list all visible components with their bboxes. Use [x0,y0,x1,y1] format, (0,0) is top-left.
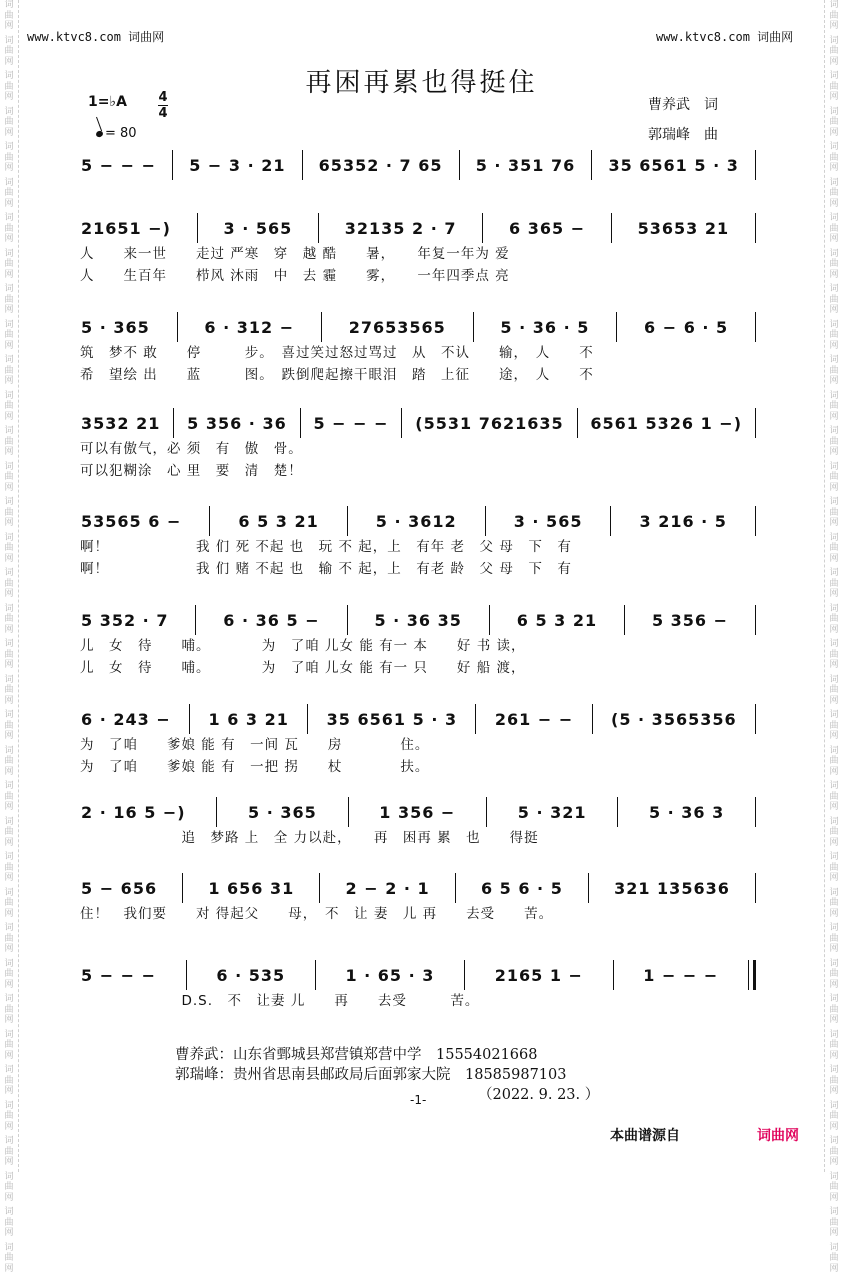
measure: 6 · 312 − [204,317,295,337]
measure: 2 − 2 · 1 [345,878,430,898]
barline [473,312,474,342]
barline [347,605,348,635]
left-watermark-strip: 词 曲 网 词 曲 网 词 曲 网 词 曲 网 词 曲 网 词 曲 网 词 曲 网 词 曲 网 词 曲 网 词 曲 网 词 曲 网 词 曲 网 词 曲 网 词 曲 网 词 曲 网 词 曲 网 词 曲 网 词 曲 网 词 曲 网 词 曲 网 词 曲 网 词 曲 网 词 曲 网 词 曲 网 词 曲 网 词 曲 网 词 曲 网 词 曲 网 词 曲 网 词 曲 网 词 曲 网 词 曲 网 词 曲 网 词 曲 网 词 曲 网 词 曲 网 [0,0,19,1172]
system-2 [80,213,756,287]
measure: 1 6 3 21 [208,709,289,729]
barline [177,312,178,342]
system-10 [80,960,756,1012]
measure: 5 · 36 · 5 [500,317,590,337]
measure: 2 · 16 5 −) [81,802,186,822]
measure: 35 6561 5 · 3 [326,709,458,729]
time-signature [158,90,168,121]
measure: 3 216 · 5 [639,511,727,531]
measure: 65352 · 7 65 [318,155,443,175]
lyric-line-2: 啊！ 我 们 赌 不起 也 输 不 起，上 有老 龄 父 母 下 有 [80,561,572,577]
lyric-line-1: 住！ 我们要 对 得起父 母， 不 让 妻 儿 再 去受 苦。 [80,906,554,922]
barline [486,797,487,827]
barline [300,408,301,438]
measure: 321 135636 [614,878,730,898]
measure: (5531 7621635 [415,413,564,433]
barline [755,312,756,342]
right-watermark-strip: 词 曲 网 词 曲 网 词 曲 网 词 曲 网 词 曲 网 词 曲 网 词 曲 网 词 曲 网 词 曲 网 词 曲 网 词 曲 网 词 曲 网 词 曲 网 词 曲 网 词 曲 网 词 曲 网 词 曲 网 词 曲 网 词 曲 网 词 曲 网 词 曲 网 词 曲 网 词 曲 网 词 曲 网 词 曲 网 词 曲 网 词 曲 网 词 曲 网 词 曲 网 词 曲 网 词 曲 网 词 曲 网 词 曲 网 词 曲 网 词 曲 网 词 曲 网 [824,0,843,1172]
lyric-line-2: 希 望绘 出 蓝 图。 跌倒爬起擦干眼泪 踏 上征 途， 人 不 [80,367,594,383]
barline [475,704,476,734]
system-1 [80,150,756,180]
barline [613,960,614,990]
barline [755,150,756,180]
header-right-url[interactable]: www.ktvc8.com 词曲网 [656,30,794,44]
barline [315,960,316,990]
measure: 32135 2 · 7 [344,218,457,238]
notes-row [80,150,756,180]
system-3 [80,312,756,386]
barline [189,704,190,734]
measure: 5 − 3 · 21 [189,155,286,175]
system-7 [80,704,756,778]
measure: 6 5 3 21 [238,511,319,531]
barline [489,605,490,635]
measure: 5 − − − [313,413,389,433]
key-signature: 1=♭A [88,94,127,110]
measure: 53565 6 − [81,511,182,531]
measure: 5 · 3612 [375,511,457,531]
time-signature-top: 4 [158,90,168,105]
barline [216,797,217,827]
notes-row [80,960,756,990]
barline [186,960,187,990]
measure: 5 · 36 3 [648,802,725,822]
measure: 5 356 − [651,610,729,630]
lyric-line-1: 人 来一世 走过 严寒 穿 越 酷 暑， 年复一年为 爱 [80,246,510,262]
barline [755,506,756,536]
measure: 6 5 6 · 5 [480,878,563,898]
system-5 [80,506,756,580]
lyric-line-1: 为 了咱 爹娘 能 有 一间 瓦 房 住。 [80,737,430,753]
measure: 1 656 31 [208,878,295,898]
notes-row [80,704,756,734]
tempo-marking [96,126,137,141]
barline [755,873,756,903]
lyric-line-2: 人 生百年 栉风 沐雨 中 去 霾 雾， 一年四季点 亮 [80,268,510,284]
measure: 35 6561 5 · 3 [608,155,739,175]
measure: 6 · 36 5 − [223,610,320,630]
barline [610,506,611,536]
source-label: 本曲谱源自 [610,1128,680,1144]
measure: 5 − − − [81,965,157,985]
measure: 5 · 36 35 [374,610,462,630]
barline [173,408,174,438]
barline [459,150,460,180]
barline [617,797,618,827]
notes-row [80,312,756,342]
measure: 1 356 − [379,802,456,822]
lyric-line-1: 儿 女 待 哺。 为 了咱 儿女 能 有一 本 好 书 读， [80,638,526,654]
song-title: 再困再累也得挺住 [305,68,538,98]
notes-row [80,873,756,903]
notes-row [80,408,756,438]
barline [197,213,198,243]
measure: 1 · 65 · 3 [345,965,435,985]
page-number: -1- [410,1093,427,1107]
barline [755,605,756,635]
measure: 3 · 565 [513,511,583,531]
measure: 5 356 · 36 [187,413,287,433]
lyric-line-1: 追 梦路 上 全 力以赴， 再 困再 累 也 得挺 [80,830,539,846]
header-left-url[interactable]: www.ktvc8.com 词曲网 [27,30,165,44]
measure: 5 − 656 [81,878,158,898]
lyric-line-1: 啊！ 我 们 死 不起 也 玩 不 起，上 有年 老 父 母 下 有 [80,539,572,555]
barline [588,873,589,903]
barline [401,408,402,438]
barline [209,506,210,536]
notes-row [80,506,756,536]
lyric-line-2: 儿 女 待 哺。 为 了咱 儿女 能 有一 只 好 船 渡， [80,660,526,676]
measure: 5 · 365 [81,317,150,337]
barline [318,213,319,243]
system-8 [80,797,756,849]
barline [577,408,578,438]
barline [347,506,348,536]
measure: 6561 5326 1 −) [590,413,742,433]
barline [755,213,756,243]
barline [624,605,625,635]
barline [455,873,456,903]
measure: 27653565 [348,317,446,337]
measure: 53653 21 [637,218,730,238]
barline [307,704,308,734]
measure: 5 · 365 [248,802,317,822]
measure: 5 − − − [81,155,157,175]
notes-row [80,213,756,243]
barline [321,312,322,342]
source-logo[interactable]: 词曲网 [757,1128,799,1144]
measure: 3 · 565 [223,218,293,238]
measure: 6 · 243 − [81,709,171,729]
measure: 3532 21 [81,413,161,433]
barline [611,213,612,243]
lyric-line-1: 筑 梦不 敢 停 步。 喜过笑过怒过骂过 从 不认 输， 人 不 [80,345,594,361]
measure: 6 · 535 [216,965,286,985]
measure: 21651 −) [81,218,171,238]
measure: 2165 1 − [494,965,583,985]
measure: 1 − − − [643,965,719,985]
barline [348,797,349,827]
lyric-line-2: 可以犯糊涂 心 里 要 清 楚！ [80,463,303,479]
lyric-line-2: 为 了咱 爹娘 能 有 一把 拐 杖 扶。 [80,759,430,775]
measure: 5 352 · 7 [81,610,169,630]
barline [182,873,183,903]
time-signature-bottom: 4 [158,106,168,121]
barline [755,408,756,438]
footer-lyricist-address: 曹养武：山东省鄄城县郑营镇郑营中学 15554021668 [175,1047,538,1063]
barline [755,704,756,734]
notes-row [80,605,756,635]
measure: 6 − 6 · 5 [644,317,729,337]
lyric-line-1: 可以有傲气，必 须 有 傲 骨。 [80,441,303,457]
system-4 [80,408,756,482]
barline [591,150,592,180]
measure: 261 − − [494,709,574,729]
barline [464,960,465,990]
system-9 [80,873,756,925]
quarter-note-icon [95,130,104,138]
measure: 5 · 351 76 [475,155,576,175]
lyric-line-1: D.S. 不 让妻 儿 再 去受 苦。 [80,993,480,1009]
barline [482,213,483,243]
lyricist-credit: 曹养武 词 [648,97,718,113]
footer-composer-address: 郭瑞峰：贵州省思南县邮政局后面郭家大院 18585987103 [175,1067,567,1083]
barline [748,960,756,990]
barline [302,150,303,180]
measure: 5 · 321 [517,802,587,822]
barline [195,605,196,635]
barline [319,873,320,903]
measure: 6 5 3 21 [516,610,598,630]
system-6 [80,605,756,679]
measure: (5 · 3565356 [611,709,737,729]
barline [172,150,173,180]
composition-date: （2022. 9. 23. ） [478,1087,600,1103]
barline [616,312,617,342]
barline [485,506,486,536]
notes-row [80,797,756,827]
barline [755,797,756,827]
composer-credit: 郭瑞峰 曲 [648,127,718,143]
measure: 6 365 − [509,218,586,238]
barline [592,704,593,734]
tempo-value: = 80 [105,126,137,141]
